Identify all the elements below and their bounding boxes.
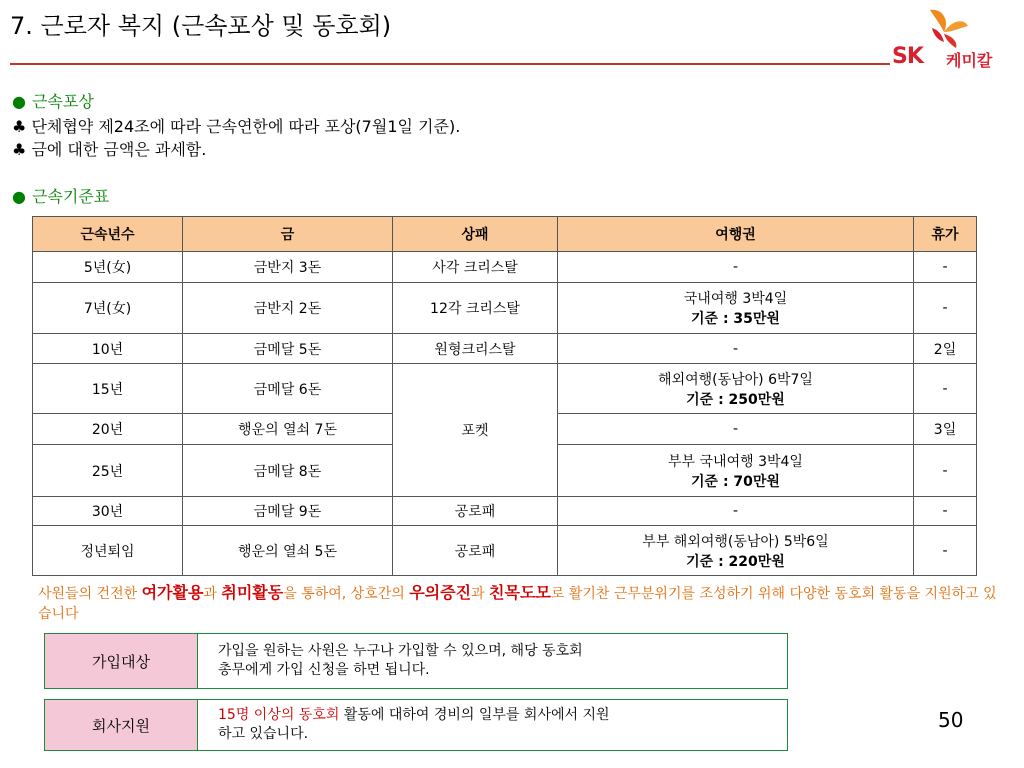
- cell-years: 정년퇴임: [33, 526, 183, 576]
- cell-plaque: 12각 크리스탈: [393, 283, 558, 334]
- col-header: 금: [183, 217, 393, 252]
- club-notice: [38, 583, 998, 624]
- bullet-icon: ●: [12, 92, 26, 111]
- notice-text: 로 활기찬 근무분위기를 조성하기 위해 다양한 동호회 활동을 지원하고 있습니다: [38, 586, 997, 622]
- notice-text: 과: [471, 586, 490, 602]
- cell-trip: [558, 526, 914, 576]
- cell-trip: [558, 283, 914, 334]
- cell-years: 7년(女): [33, 283, 183, 334]
- trip-desc: 부부 해외여행(동남아) 5박6일: [642, 533, 829, 550]
- section-heading: 근속기준표: [31, 187, 110, 206]
- cell-gold: 금반지 3돈: [183, 252, 393, 283]
- support-text-line: 하고 있습니다.: [218, 726, 309, 742]
- club-icon: ♣: [12, 117, 27, 136]
- logo-sk-text: SK: [892, 44, 923, 69]
- club-icon: ♣: [12, 140, 27, 159]
- notice-text: 을 통하여, 상호간의: [283, 586, 410, 602]
- cell-years: 20년: [33, 414, 183, 445]
- cell-gold: 금메달 6돈: [183, 364, 393, 414]
- section-service-award: [12, 89, 94, 112]
- table-row: [33, 252, 977, 283]
- support-description: [198, 700, 630, 750]
- cell-trip: -: [558, 252, 914, 283]
- cell-leave: -: [914, 445, 977, 497]
- cell-plaque: 공로패: [393, 526, 558, 576]
- table-header-row: [33, 217, 977, 252]
- cell-plaque: 원형크리스탈: [393, 334, 558, 364]
- cell-gold: 금메달 8돈: [183, 445, 393, 497]
- cell-leave: -: [914, 252, 977, 283]
- notice-text: 과: [203, 586, 222, 602]
- cell-trip: -: [558, 414, 914, 445]
- bullet-icon: ●: [12, 187, 26, 206]
- notice-highlight: 여가활용: [141, 583, 204, 602]
- cell-leave: -: [914, 526, 977, 576]
- cell-trip: -: [558, 497, 914, 526]
- cell-gold: 행운의 열쇠 5돈: [183, 526, 393, 576]
- trip-base: 기준 : 35만원: [691, 311, 780, 327]
- cell-years: 5년(女): [33, 252, 183, 283]
- notice-highlight: 취미활동: [221, 583, 284, 602]
- support-highlight: 15명 이상의 동호회: [218, 707, 340, 723]
- cell-gold: 금메달 5돈: [183, 334, 393, 364]
- table-row: [33, 526, 977, 576]
- intro-line-2: [12, 137, 206, 160]
- cell-years: 25년: [33, 445, 183, 497]
- join-text-line: 가입을 원하는 사원은 누구나 가입할 수 있으며, 해당 동호회: [218, 643, 583, 659]
- section-service-table: [12, 184, 109, 207]
- page-title: 7. 근로자 복지 (근속포상 및 동호회): [10, 12, 392, 40]
- join-label: 가입대상: [45, 634, 198, 688]
- cell-trip: -: [558, 334, 914, 364]
- col-header: 근속년수: [33, 217, 183, 252]
- notice-highlight: 우의증진: [409, 583, 472, 602]
- notice-text: 사원들의 건전한: [38, 586, 142, 602]
- service-award-table: [32, 216, 977, 576]
- cell-years: 15년: [33, 364, 183, 414]
- trip-desc: 해외여행(동남아) 6박7일: [658, 371, 813, 388]
- trip-base: 기준 : 250만원: [686, 391, 785, 408]
- cell-years: 30년: [33, 497, 183, 526]
- cell-trip: [558, 445, 914, 497]
- intro-line-1-text: 단체협약 제24조에 따라 근속연한에 따라 포상(7월1일 기준).: [31, 117, 461, 136]
- cell-leave: 3일: [914, 414, 977, 445]
- cell-gold: 행운의 열쇠 7돈: [183, 414, 393, 445]
- cell-plaque: 포켓: [393, 364, 558, 497]
- page-number: 50: [938, 708, 964, 732]
- cell-leave: -: [914, 283, 977, 334]
- trip-desc: 부부 국내여행 3박4일: [668, 453, 803, 470]
- intro-line-2-text: 금에 대한 금액은 과세함.: [31, 140, 207, 159]
- cell-gold: 금반지 2돈: [183, 283, 393, 334]
- cell-plaque: 공로패: [393, 497, 558, 526]
- sk-chemicals-logo: [888, 6, 1016, 72]
- logo-chemical-text: 케미칼: [946, 51, 993, 70]
- join-description: [198, 634, 603, 688]
- col-header: 여행권: [558, 217, 914, 252]
- cell-leave: 2일: [914, 334, 977, 364]
- notice-highlight: 친목도모: [489, 583, 551, 602]
- cell-gold: 금메달 9돈: [183, 497, 393, 526]
- join-text-line: 총무에게 가입 신청을 하면 됩니다.: [218, 662, 430, 678]
- table-row: [33, 283, 977, 334]
- support-label: 회사지원: [45, 700, 198, 750]
- support-text: 활동에 대하여 경비의 일부를 회사에서 지원: [339, 707, 610, 723]
- company-support-box: [44, 699, 788, 751]
- section-heading: 근속포상: [31, 92, 94, 111]
- cell-leave: -: [914, 364, 977, 414]
- table-row: [33, 497, 977, 526]
- table-row: [33, 364, 977, 414]
- join-eligibility-box: [44, 633, 788, 689]
- cell-years: 10년: [33, 334, 183, 364]
- intro-line-1: [12, 114, 460, 137]
- support-text-line: [218, 706, 610, 725]
- trip-base: 기준 : 220만원: [686, 553, 785, 570]
- table-row: [33, 334, 977, 364]
- trip-desc: 국내여행 3박4일: [683, 291, 788, 307]
- cell-plaque: 사각 크리스탈: [393, 252, 558, 283]
- col-header: 상패: [393, 217, 558, 252]
- cell-leave: -: [914, 497, 977, 526]
- cell-trip: [558, 364, 914, 414]
- trip-base: 기준 : 70만원: [691, 473, 780, 490]
- col-header: 휴가: [914, 217, 977, 252]
- title-divider: [10, 63, 890, 65]
